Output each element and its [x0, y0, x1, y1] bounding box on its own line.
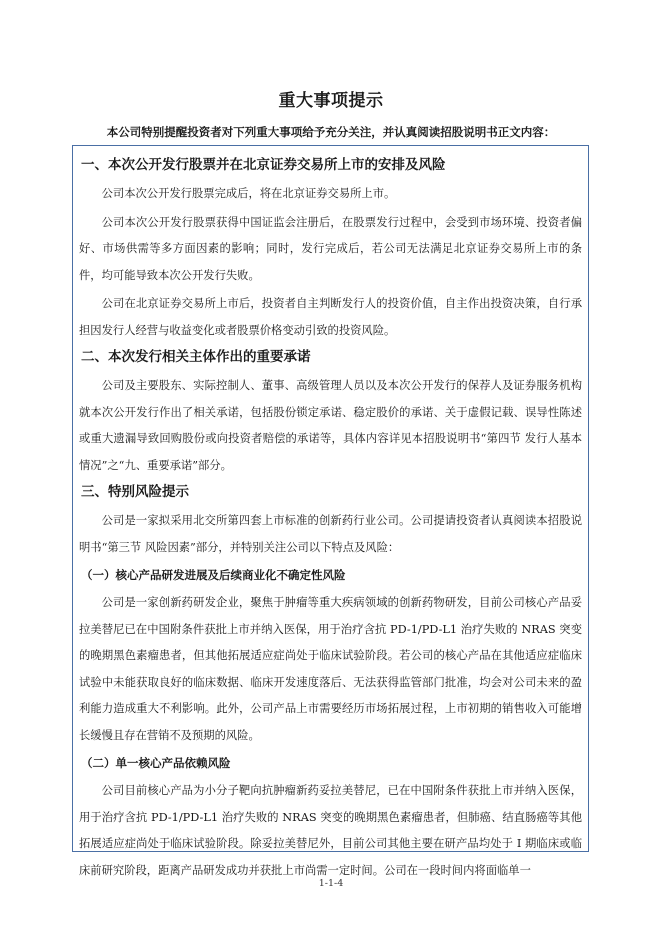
paragraph: 公司目前核心产品为小分子靶向抗肿瘤新药妥拉美替尼，已在中国附条件获批上市并纳入医保，用于治疗含抗 PD-1/PD-L1 治疗失败的 NRAS 突变的晚期黑色素瘤患者，但肺癌、结直肠癌等其他拓展适应症尚处于临床试验阶段。除妥拉美替尼外，目前公司其他主要在研产品均处于 I 期临床或临床前研究阶段，距离产品研发成功并获批上市尚需一定时间。公司在一段时间内将面临单一 [79, 784, 582, 877]
section-heading: 一、本次公开发行股票并在北京证券交易所上市的安排及风险 [81, 157, 446, 173]
paragraph: 公司本次公开发行股票完成后，将在北京证券交易所上市。 [101, 187, 396, 200]
paragraph: 公司在北京证券交易所上市后，投资者自主判断发行人的投资价值，自主作出投资决策，自行承担因发行人经营与收益变化或者股票价格变动引致的投资风险。 [79, 297, 582, 337]
paragraph: 公司本次公开发行股票获得中国证监会注册后，在股票发行过程中，会受到市场环境、投资者偏好、市场供需等多方面因素的影响；同时，发行完成后，若公司无法满足北京证券交易所上市的条件，均可能导致本次公开发行失败。 [79, 215, 582, 282]
subsection-heading: （二）单一核心产品依赖风险 [81, 756, 231, 770]
notice-box [72, 145, 589, 877]
section-heading: 二、本次发行相关主体作出的重要承诺 [81, 349, 311, 365]
intro-statement: 本公司特别提醒投资者对下列重大事项给予充分关注，并认真阅读招股说明书正文内容： [106, 125, 556, 139]
section-heading: 三、特别风险提示 [81, 484, 189, 500]
paragraph: 公司是一家创新药研发企业，聚焦于肿瘤等重大疾病领域的创新药物研发，目前公司核心产品妥拉美替尼已在中国附条件获批上市并纳入医保，用于治疗含抗 PD-1/PD-L1 治疗失败的 NRAS 突变的晚期黑色素瘤患者，但其他拓展适应症尚处于临床试验阶段。若公司的核心产品在其他适应症临床试验中未能获取良好的临床数据、临床开发速度落后、无法获得监管部门批准，均会对公司未来的盈利能力造成重大不利影响。此外，公司产品上市需要经历市场拓展过程，上市初期的销售收入可能增长缓慢且存在营销不及预期的风险。 [79, 596, 582, 742]
paragraph: 公司及主要股东、实际控制人、董事、高级管理人员以及本次公开发行的保荐人及证券服务机构就本次公开发行作出了相关承诺，包括股份锁定承诺、稳定股价的承诺、关于虚假记载、误导性陈述或重大遗漏导致回购股份或向投资者赔偿的承诺等，具体内容详见本招股说明书“第四节 发行人基本情况”之“九、重要承诺”部分。 [79, 379, 582, 472]
page-number: 1-1-4 [318, 878, 344, 889]
page-title: 重大事项提示 [278, 91, 384, 111]
subsection-heading: （一）核心产品研发进展及后续商业化不确定性风险 [81, 568, 346, 582]
paragraph: 公司是一家拟采用北交所第四套上市标准的创新药行业公司。公司提请投资者认真阅读本招股说明书“第三节 风险因素”部分，并特别关注公司以下特点及风险： [79, 514, 582, 554]
